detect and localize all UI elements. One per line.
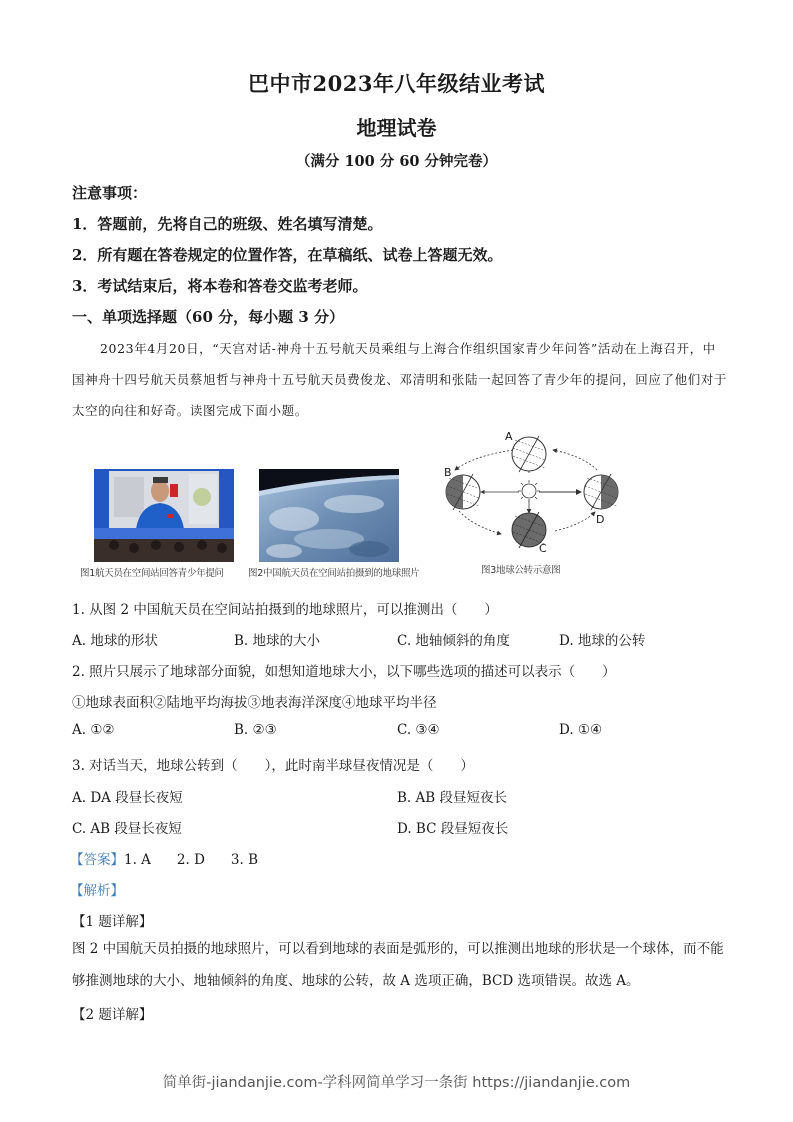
- q2-option-b: B. ②③: [234, 722, 277, 738]
- earth-position-a: [512, 436, 546, 472]
- q1-option-d: D. 地球的公转: [559, 633, 646, 649]
- astronaut-broadcast-image: [94, 469, 234, 562]
- question-3-stem: 3. 对话当天，地球公转到（ ），此时南半球昼夜情况是（ ）: [72, 758, 474, 774]
- q1-option-c: C. 地轴倾斜的角度: [397, 633, 510, 649]
- q3-option-b: B. AB 段昼短夜长: [397, 790, 507, 806]
- exam-score-note: （满分 100 分 60 分钟完卷）: [295, 153, 498, 170]
- earth-position-d: [584, 474, 618, 510]
- answer-3: 3. B: [230, 852, 259, 868]
- q3-option-a: A. DA 段昼长夜短: [72, 790, 183, 806]
- question-2-statements: ①地球表面积②陆地平均海拔③地表海洋深度④地球平均半径: [72, 695, 437, 711]
- figure-1-caption: 图1航天员在空间站回答青少年提问: [80, 568, 224, 579]
- figure-2-photo: [259, 469, 399, 562]
- earth-position-b: [446, 474, 480, 510]
- label-c: C: [539, 542, 547, 555]
- exam-subtitle: 地理试卷: [356, 116, 437, 140]
- notice-item-1: 1．答题前，先将自己的班级、姓名填写清楚。: [72, 215, 383, 233]
- exam-title: 巴中市2023年八年级结业考试: [248, 71, 545, 96]
- earth-revolution-diagram: [433, 428, 629, 568]
- section-heading: 一、单项选择题（60 分，每小题 3 分）: [72, 308, 344, 326]
- figure-2-caption: 图2中国航天员在空间站拍摄到的地球照片: [248, 568, 420, 579]
- notice-item-2: 2．所有题在答卷规定的位置作答，在草稿纸、试卷上答题无效。: [72, 246, 503, 264]
- answer-tag: 【答案】: [70, 852, 124, 868]
- figure-3-caption: 图3地球公转示意图: [481, 565, 561, 576]
- page-footer-watermark: 简单街-jiandanjie.com-学科网简单学习一条街 https://jiandanjie.com: [162, 1075, 631, 1091]
- q3-option-d: D. BC 段昼短夜长: [397, 821, 509, 837]
- q1-analysis-text: 图 2 中国航天员拍摄的地球照片，可以看到地球的表面是弧形的，可以推测出地球的形状是一个球体，而不能够推测地球的大小、地轴倾斜的角度、地球的公转，故 A 选项正确，BCD 选项错误。故选 A。: [72, 941, 724, 989]
- answer-line: [70, 848, 258, 868]
- q3-option-c: C. AB 段昼长夜短: [72, 821, 182, 837]
- answer-2: 2. D: [176, 852, 205, 868]
- intro-paragraph: 2023年4月20日，“天宫对话-神舟十五号航天员乘组与上海合作组织国家青少年问答”活动在上海召开，中国神舟十四号航天员蔡旭哲与神舟十五号航天员费俊龙、邓清明和张陆一起回答了青少年的提问，回应了他们对于太空的向往和好奇。读图完成下面小题。: [72, 341, 728, 418]
- earth-from-space-image: [259, 469, 399, 562]
- answer-1: 1. A: [124, 852, 151, 868]
- label-b: B: [444, 466, 452, 479]
- q1-option-b: B. 地球的大小: [234, 633, 321, 649]
- sun-icon: [518, 480, 540, 502]
- figure-3-diagram: [433, 428, 629, 568]
- q2-analysis-heading: 【2 题详解】: [72, 1007, 153, 1023]
- q2-option-a: A. ①②: [72, 722, 115, 738]
- figure-1-photo: [94, 469, 234, 562]
- notice-heading: 注意事项：: [72, 184, 148, 202]
- question-2-stem: 2. 照片只展示了地球部分面貌，如想知道地球大小，以下哪些选项的描述可以表示（ ）: [72, 664, 616, 680]
- question-1-stem: 1. 从图 2 中国航天员在空间站拍摄到的地球照片，可以推测出（ ）: [72, 602, 498, 618]
- q2-option-d: D. ①④: [559, 722, 603, 738]
- label-a: A: [505, 430, 513, 443]
- q1-analysis-heading: 【1 题详解】: [72, 914, 153, 930]
- notice-item-3: 3．考试结束后，将本卷和答卷交监考老师。: [72, 277, 368, 295]
- q2-option-c: C. ③④: [397, 722, 440, 738]
- label-d: D: [596, 513, 605, 526]
- q1-option-a: A. 地球的形状: [72, 633, 158, 649]
- analysis-tag: 【解析】: [70, 883, 124, 899]
